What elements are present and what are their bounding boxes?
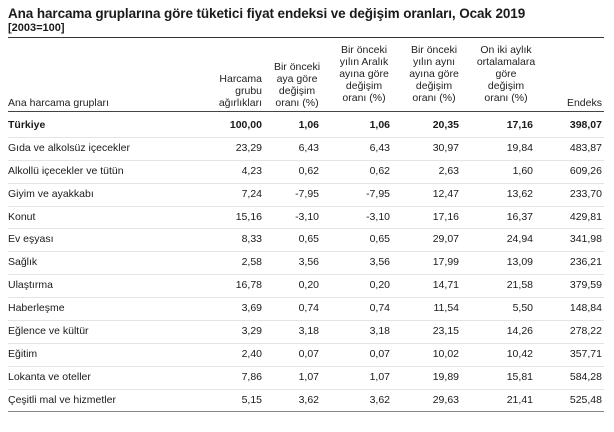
header-line: aya göre <box>276 73 318 85</box>
cell-twelve-month: 16,37 <box>506 210 533 223</box>
cell-vs-december: 0,07 <box>369 347 390 360</box>
row-name: Eğlence ve kültür <box>8 325 89 338</box>
table-row <box>0 275 614 298</box>
header-line: Harcama <box>219 73 262 85</box>
header-line: ortalamalara <box>476 56 536 68</box>
cell-index: 429,81 <box>569 210 602 223</box>
cell-annual: 14,71 <box>432 279 459 292</box>
header-line: yılın aynı <box>412 56 456 68</box>
cell-index: 525,48 <box>569 393 602 406</box>
cell-weight: 7,24 <box>241 187 262 200</box>
table-row <box>0 367 614 390</box>
header-line: yılın Aralık <box>339 56 389 68</box>
cell-index: 483,87 <box>569 141 602 154</box>
column-header-index: Endeks <box>566 97 602 109</box>
cell-index: 357,71 <box>569 347 602 360</box>
cell-weight: 5,15 <box>241 393 262 406</box>
table-row <box>0 184 614 207</box>
cell-vs-december: 0,20 <box>369 279 390 292</box>
row-name: Türkiye <box>8 119 46 131</box>
cell-weight: 15,16 <box>235 210 262 223</box>
cell-index: 341,98 <box>569 233 602 246</box>
cell-twelve-month: 14,26 <box>506 325 533 338</box>
column-header-monthly <box>266 61 328 109</box>
table-row-total <box>0 115 614 138</box>
header-line: ayına göre <box>339 68 389 80</box>
cell-vs-december: 6,43 <box>369 141 390 154</box>
cell-annual: 29,07 <box>432 233 459 246</box>
header-line: ayına göre <box>409 68 459 80</box>
cell-annual: 19,89 <box>432 370 459 383</box>
header-line: On iki aylık <box>480 44 532 56</box>
header-line: oranı (%) <box>484 92 528 104</box>
cell-monthly: 1,06 <box>298 119 319 131</box>
header-line: oranı (%) <box>342 92 386 104</box>
table-body <box>0 115 614 413</box>
table-title: Ana harcama gruplarına göre tüketici fiyat endeksi ve değişim oranları, Ocak 2019 <box>8 6 526 21</box>
cell-monthly: 0,62 <box>298 164 319 177</box>
cell-twelve-month: 1,60 <box>512 164 533 177</box>
table-row <box>0 229 614 252</box>
cell-vs-december: 1,06 <box>369 119 390 131</box>
header-line: göre <box>495 68 517 80</box>
cell-annual: 2,63 <box>438 164 459 177</box>
cell-annual: 11,54 <box>433 302 459 315</box>
cell-twelve-month: 24,94 <box>506 233 533 246</box>
header-line: oranı (%) <box>412 92 456 104</box>
column-header-group: Ana harcama grupları <box>8 97 109 109</box>
header-line: oranı (%) <box>275 97 319 109</box>
header-line: değişim <box>415 80 453 92</box>
row-name: Sağlık <box>8 256 38 269</box>
cell-monthly: 1,07 <box>298 370 319 383</box>
cell-vs-december: 3,18 <box>369 325 390 338</box>
cell-weight: 3,69 <box>241 302 262 315</box>
cell-vs-december: 0,65 <box>369 233 390 246</box>
cell-twelve-month: 21,41 <box>506 393 533 406</box>
header-line: grubu <box>235 85 262 97</box>
header-line: değişim <box>278 85 316 97</box>
cell-index: 609,26 <box>569 164 602 177</box>
cell-monthly: -7,95 <box>295 187 319 200</box>
cell-annual: 12,47 <box>432 187 459 200</box>
row-name: Eğitim <box>8 347 38 360</box>
cell-twelve-month: 13,62 <box>506 187 533 200</box>
cell-index: 233,70 <box>569 187 602 200</box>
cell-twelve-month: 13,09 <box>506 256 533 269</box>
row-name: Alkollü içecekler ve tütün <box>8 164 124 177</box>
table-row <box>0 298 614 321</box>
header-line: ağırlıkları <box>218 97 262 109</box>
cell-vs-december: 3,56 <box>369 256 390 269</box>
cell-monthly: 0,65 <box>298 233 319 246</box>
cell-monthly: 3,18 <box>298 325 319 338</box>
cell-annual: 23,15 <box>432 325 459 338</box>
cell-monthly: 0,74 <box>298 302 319 315</box>
cell-twelve-month: 21,58 <box>506 279 533 292</box>
bottom-divider <box>8 411 604 412</box>
header-line: değişim <box>345 80 383 92</box>
cell-weight: 8,33 <box>241 233 262 246</box>
row-name: Giyim ve ayakkabı <box>8 187 94 200</box>
header-divider <box>8 111 604 112</box>
cell-weight: 3,29 <box>241 325 262 338</box>
row-name: Çeşitli mal ve hizmetler <box>8 393 116 406</box>
cell-vs-december: 0,62 <box>369 164 390 177</box>
cell-weight: 100,00 <box>229 119 262 131</box>
cell-vs-december: -7,95 <box>366 187 390 200</box>
cell-monthly: 0,07 <box>298 347 319 360</box>
cell-monthly: 3,62 <box>298 393 319 406</box>
cell-vs-december: 3,62 <box>369 393 390 406</box>
cell-vs-december: 0,74 <box>369 302 390 315</box>
cell-index: 278,22 <box>569 325 602 338</box>
cell-weight: 23,29 <box>235 141 262 154</box>
cell-index: 398,07 <box>569 119 602 131</box>
cell-twelve-month: 19,84 <box>506 141 533 154</box>
table-row <box>0 138 614 161</box>
cell-index: 236,21 <box>569 256 602 269</box>
cell-twelve-month: 5,50 <box>512 302 533 315</box>
cell-monthly: 0,20 <box>298 279 319 292</box>
column-header-vs-december <box>331 44 397 104</box>
cell-weight: 2,40 <box>241 347 262 360</box>
row-name: Konut <box>8 210 36 223</box>
header-line: Bir önceki <box>410 44 458 56</box>
cell-index: 148,84 <box>569 302 602 315</box>
cell-monthly: -3,10 <box>295 210 319 223</box>
cell-vs-december: 1,07 <box>369 370 390 383</box>
cell-annual: 29,63 <box>432 393 459 406</box>
row-name: Gıda ve alkolsüz içecekler <box>8 141 130 154</box>
row-name: Ulaştırma <box>8 279 53 292</box>
cell-index: 379,59 <box>569 279 602 292</box>
row-name: Ev eşyası <box>8 233 54 246</box>
table-row <box>0 390 614 413</box>
top-divider <box>8 37 604 38</box>
cell-monthly: 3,56 <box>298 256 319 269</box>
row-name: Lokanta ve oteller <box>8 370 91 383</box>
column-header-twelve-month <box>471 44 541 104</box>
table-row <box>0 252 614 275</box>
cell-index: 584,28 <box>569 370 602 383</box>
cell-vs-december: -3,10 <box>366 210 390 223</box>
cell-twelve-month: 10,42 <box>506 347 533 360</box>
column-header-weights <box>219 73 262 109</box>
cell-annual: 20,35 <box>432 119 459 131</box>
table-row <box>0 344 614 367</box>
table-row <box>0 207 614 230</box>
cell-monthly: 6,43 <box>298 141 319 154</box>
header-line: değişim <box>487 80 525 92</box>
cell-twelve-month: 15,81 <box>506 370 533 383</box>
cell-weight: 7,86 <box>241 370 262 383</box>
cell-annual: 10,02 <box>432 347 459 360</box>
cell-annual: 30,97 <box>432 141 459 154</box>
header-line: Bir önceki <box>340 44 388 56</box>
table-row <box>0 161 614 184</box>
table-row <box>0 321 614 344</box>
column-header-annual <box>401 44 467 104</box>
cell-weight: 16,78 <box>235 279 262 292</box>
cell-annual: 17,16 <box>432 210 459 223</box>
cell-twelve-month: 17,16 <box>506 119 533 131</box>
cell-weight: 4,23 <box>241 164 262 177</box>
row-name: Haberleşme <box>8 302 65 315</box>
cell-annual: 17,99 <box>432 256 459 269</box>
cell-weight: 2,58 <box>241 256 262 269</box>
base-year-note: [2003=100] <box>8 22 65 34</box>
header-line: Bir önceki <box>273 61 321 73</box>
